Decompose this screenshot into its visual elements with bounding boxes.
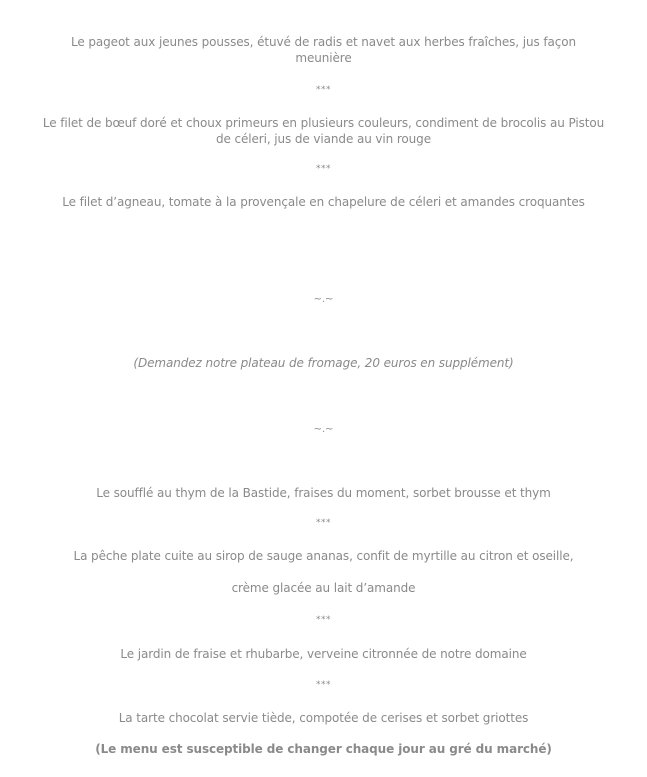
dessert-peche-line-2: crème glacée au lait d’amande	[231, 581, 416, 595]
dish-pageot-line-2: meunière	[295, 51, 352, 65]
dish-boeuf-line-2: de céleri, jus de viande au vin rouge	[216, 132, 431, 146]
dish-agneau: Le filet d’agneau, tomate à la provençale en chapelure de céleri et amandes croquantes	[62, 195, 585, 209]
separator-stars-2: ***	[316, 164, 331, 174]
separator-tilde-1: ~.~	[313, 294, 334, 305]
dessert-jardin: Le jardin de fraise et rhubarbe, verveine citronnée de notre domaine	[120, 647, 527, 661]
dish-boeuf-line-1: Le filet de bœuf doré et choux primeurs en plusieurs couleurs, condiment de brocolis au Pistou	[42, 116, 605, 130]
dish-pageot-line-1: Le pageot aux jeunes pousses, étuvé de radis et navet aux herbes fraîches, jus façon	[71, 35, 576, 49]
separator-stars-3: ***	[316, 518, 331, 528]
cheese-platter-note: (Demandez notre plateau de fromage, 20 euros en supplément)	[133, 356, 514, 370]
separator-stars-5: ***	[316, 680, 331, 690]
separator-stars-4: ***	[316, 615, 331, 625]
dessert-tarte: La tarte chocolat servie tiède, compotée de cerises et sorbet griottes	[118, 711, 529, 725]
separator-tilde-2: ~.~	[313, 424, 334, 435]
dessert-peche-line-1: La pêche plate cuite au sirop de sauge ananas, confit de myrtille au citron et oseille,	[73, 549, 574, 563]
dessert-souffle: Le soufflé au thym de la Bastide, fraises du moment, sorbet brousse et thym	[96, 486, 551, 500]
separator-stars-1: ***	[316, 85, 331, 95]
menu-change-notice: (Le menu est susceptible de changer chaque jour au gré du marché)	[95, 742, 552, 756]
